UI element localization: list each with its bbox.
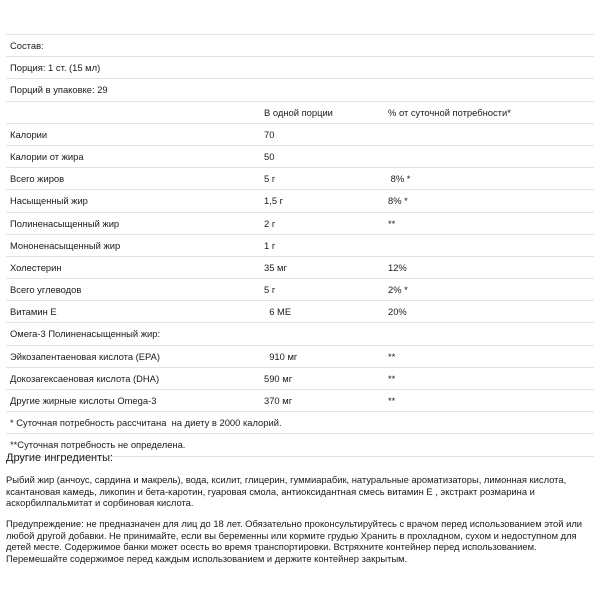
- row-daily-value: **: [388, 395, 396, 406]
- row-daily-value: **: [388, 217, 396, 229]
- row-daily-value: 12%: [388, 261, 407, 273]
- row-amount: 1 г: [264, 239, 276, 251]
- row-amount: 590 мг: [264, 372, 293, 384]
- row-amount: 5 г: [264, 284, 276, 296]
- row-label: Всего углеводов: [10, 284, 82, 296]
- row-daily-value: 8% *: [388, 195, 408, 207]
- row-label: Калории: [10, 128, 48, 140]
- footnote-undefined: **Суточная потребность не определена.: [10, 439, 186, 451]
- row-amount: 6 МЕ: [264, 306, 292, 318]
- table-row: [6, 35, 594, 57]
- ingredients-text: Рыбий жир (анчоус, сардина и макрель), вода, ксилит, глицерин, гуммиарабик, натуральные ароматизаторы, лимонная кислота, ксантановая камедь, ликопин и бета-каротин, гуаровая смола, антиоксидантная смесь витамин Е , экстракт розмарина и аскорбилпальмитат и сорбиновая кислота.: [6, 474, 567, 509]
- warning-text: Предупреждение: не предназначен для лиц до 18 лет. Обязательно проконсультируйтесь с врачом перед использованием этой или любой другой добавки. Не принимайте, если вы беременны или кормите грудью Хранить в прохладном, сухом и недоступном для детей месте. Содержимое банки может осесть во время транспортировки. Встряхните контейнер перед использованием. Перемешайте содержимое перед каждым использованием и держите контейнер закрытым.: [6, 518, 583, 564]
- row-amount: 5 г: [264, 173, 276, 185]
- row-amount: 1,5 г: [264, 195, 284, 207]
- row-amount: 910 мг: [264, 350, 298, 362]
- table-row: [6, 279, 594, 301]
- table-row: [6, 323, 594, 345]
- row-label: Насыщенный жир: [10, 195, 88, 207]
- table-row: [6, 235, 594, 257]
- row-daily-value: **: [388, 372, 396, 384]
- column-header-per-serving: В одной порции: [264, 106, 333, 118]
- row-label: Эйкозапентаеновая кислота (EPA): [10, 350, 160, 362]
- ingredients-title: Другие ингредиенты:: [6, 452, 114, 464]
- table-row: [6, 168, 594, 190]
- row-amount: 2 г: [264, 217, 276, 229]
- footnote-daily-value: * Суточная потребность рассчитана на диету в 2000 калорий.: [10, 417, 282, 429]
- row-label: Докозагексаеновая кислота (DHA): [10, 372, 160, 384]
- row-daily-value: 8% *: [388, 173, 411, 185]
- row-label: Порция: 1 ст. (15 мл): [10, 62, 101, 74]
- row-daily-value: 2% *: [388, 284, 408, 296]
- row-label: Омега-3 Полиненасыщенный жир:: [10, 328, 161, 340]
- table-row: [6, 390, 594, 412]
- row-daily-value: **: [388, 350, 396, 362]
- column-header-daily-value: % от суточной потребности*: [388, 106, 511, 118]
- row-amount: 50: [264, 150, 275, 162]
- table-row: [6, 213, 594, 235]
- footnote-row: [6, 412, 594, 434]
- row-label: Мононенасыщенный жир: [10, 239, 121, 251]
- table-row: [6, 57, 594, 79]
- row-label: Другие жирные кислоты Omega-3: [10, 395, 157, 406]
- row-amount: 370 мг: [264, 395, 293, 406]
- row-amount: 35 мг: [264, 261, 287, 273]
- row-amount: 70: [264, 128, 275, 140]
- row-daily-value: 20%: [388, 306, 407, 318]
- row-label: Калории от жира: [10, 150, 84, 162]
- table-row: [6, 124, 594, 146]
- nutrition-facts-table: [6, 34, 594, 457]
- row-label: Порций в упаковке: 29: [10, 84, 108, 96]
- row-label: Витамин Е: [10, 306, 57, 318]
- table-row: [6, 146, 594, 168]
- table-row: [6, 301, 594, 323]
- table-row: [6, 257, 594, 279]
- table-row: [6, 190, 594, 212]
- table-row: [6, 79, 594, 101]
- row-label: Всего жиров: [10, 173, 65, 185]
- table-header-row: [6, 102, 594, 124]
- table-row: [6, 346, 594, 368]
- table-row: [6, 368, 594, 390]
- row-label: Холестерин: [10, 261, 62, 273]
- row-label: Полиненасыщенный жир: [10, 217, 120, 229]
- row-label: Состав:: [10, 40, 44, 51]
